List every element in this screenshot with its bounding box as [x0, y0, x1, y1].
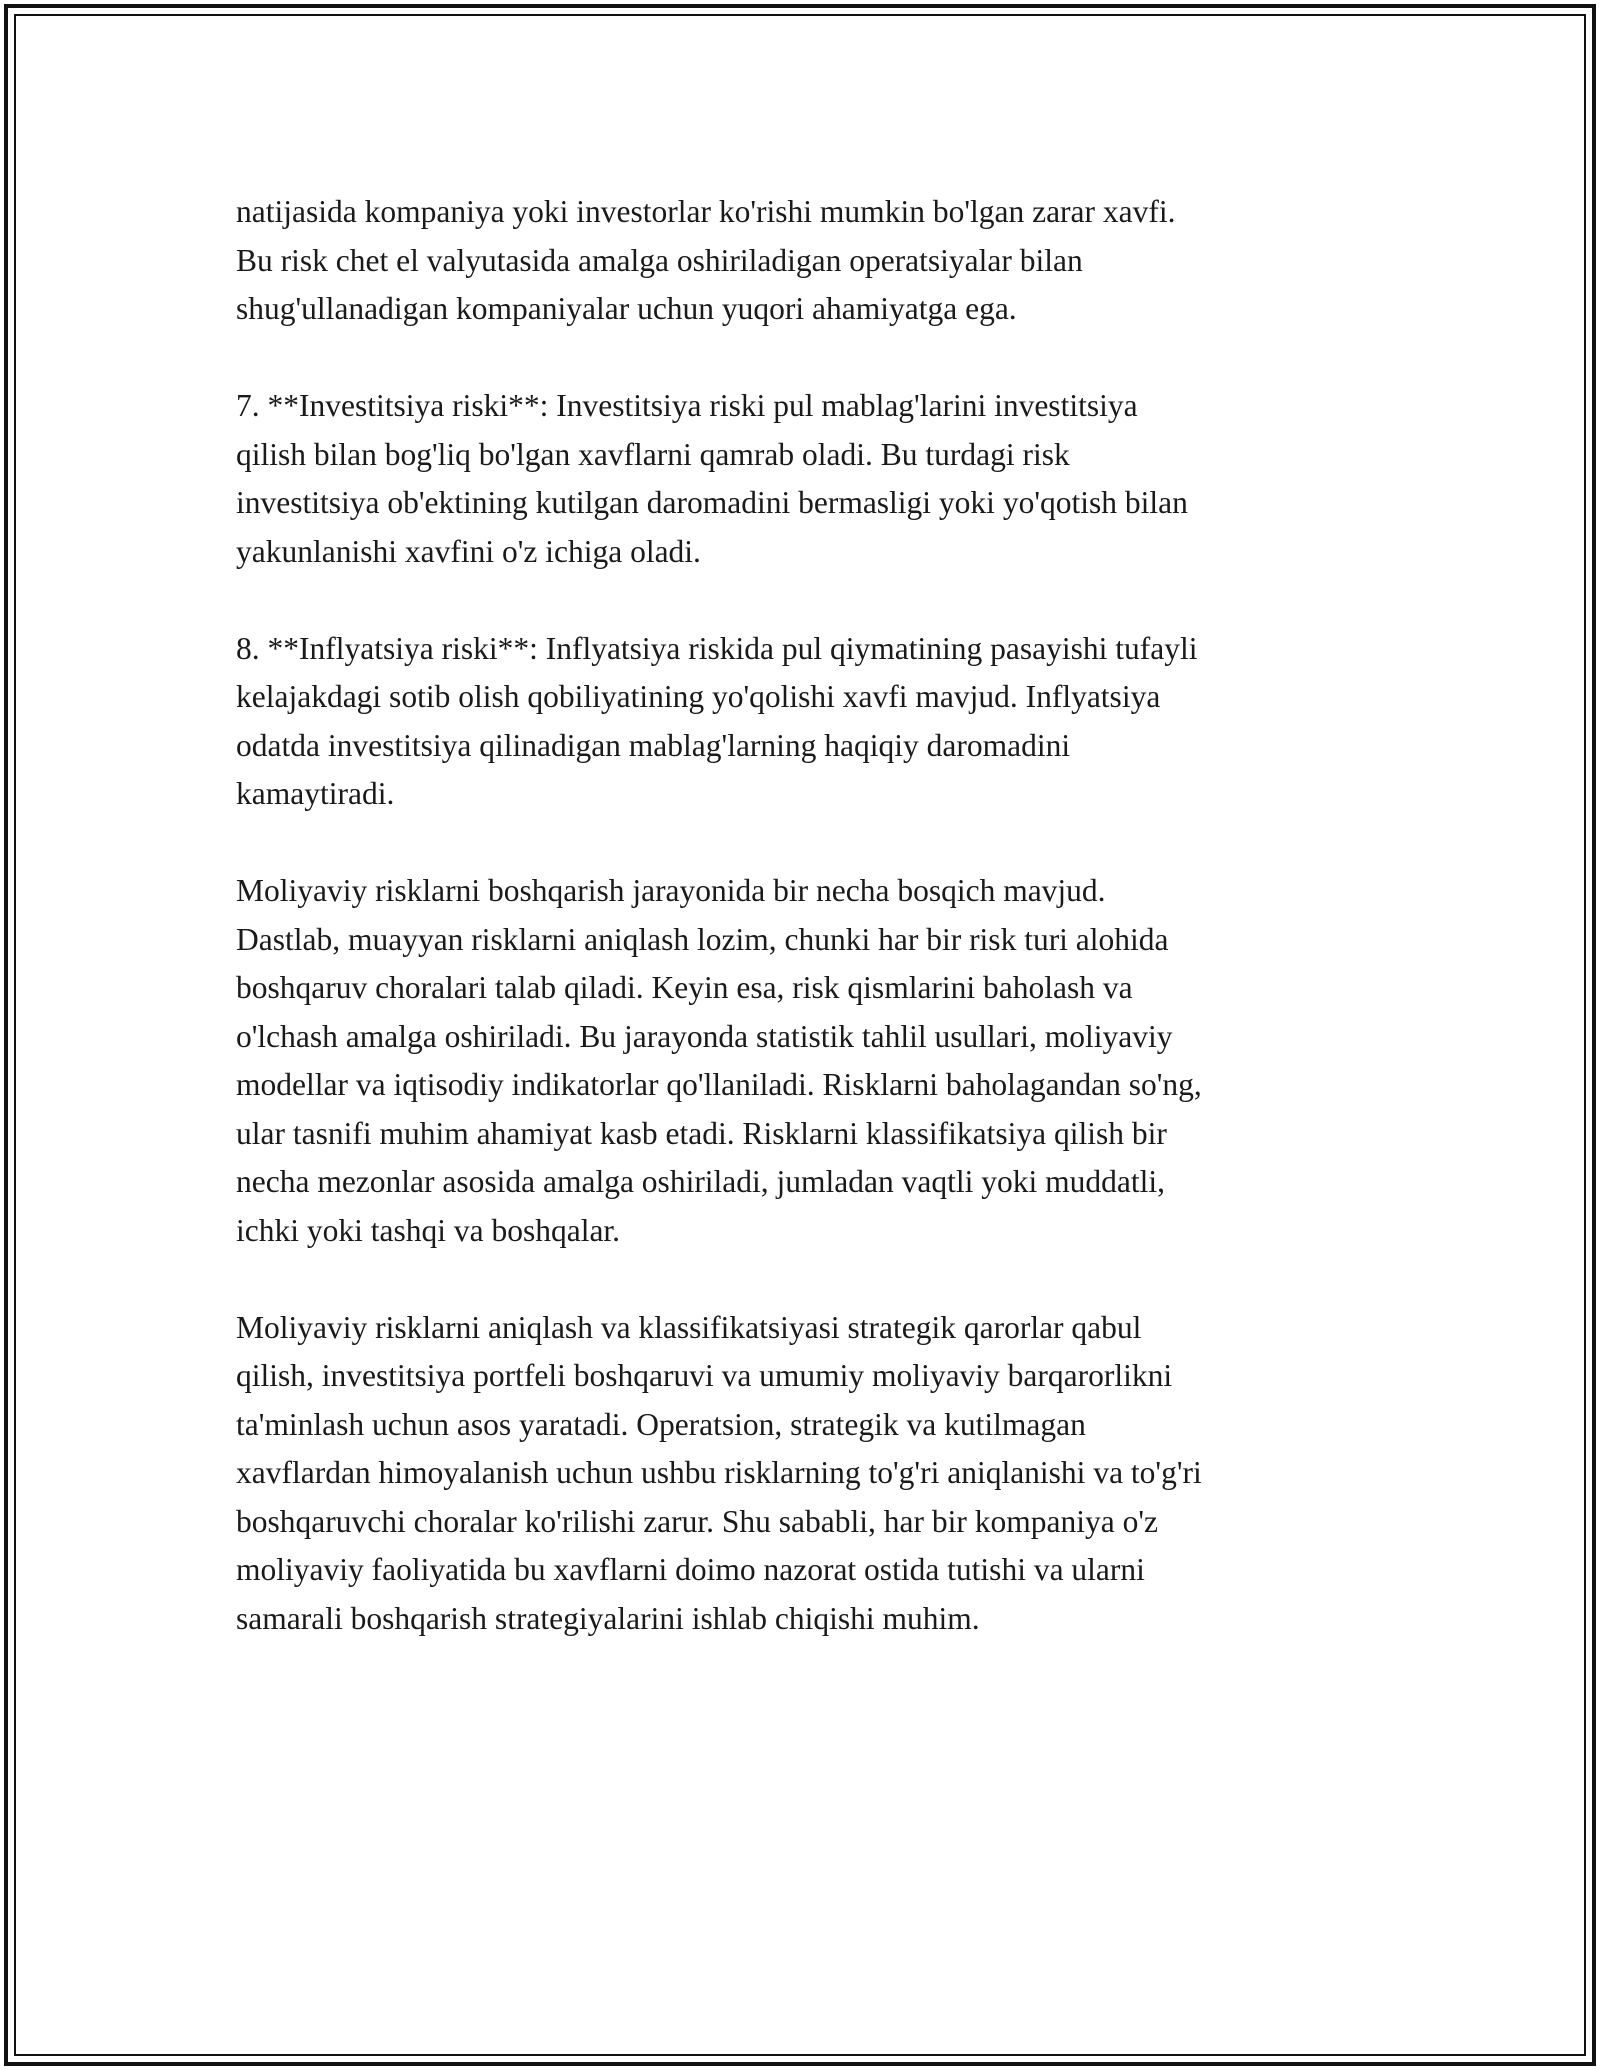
text-line: Moliyaviy risklarni boshqarish jarayonida bir necha bosqich mavjud. — [236, 873, 1106, 908]
paragraph-conclusion — [236, 1304, 1396, 1644]
text-line: boshqaruv choralari talab qiladi. Keyin esa, risk qismlarini baholash va — [236, 970, 1133, 1005]
text-line: Moliyaviy risklarni aniqlash va klassifikatsiyasi strategik qarorlar qabul — [236, 1309, 1142, 1345]
text-line: ta'minlash uchun asos yaratadi. Operatsion, strategik va kutilmagan — [236, 1406, 1086, 1442]
paragraph-inflation-risk — [236, 625, 1396, 819]
text-line: qilish bilan bog'liq bo'lgan xavflarni qamrab oladi. Bu turdagi risk — [236, 436, 1070, 472]
text-line: boshqaruvchi choralar ko'rilishi zarur. Shu sababli, har bir kompaniya o'z — [236, 1503, 1158, 1539]
text-line: qilish, investitsiya portfeli boshqaruvi va umumiy moliyaviy barqarorlikni — [236, 1358, 1173, 1393]
paragraph-currency-risk-cont — [236, 188, 1396, 334]
document-body — [236, 188, 1396, 1692]
paragraph-risk-management-process — [236, 867, 1396, 1255]
text-line: ular tasnifi muhim ahamiyat kasb etadi. Risklarni klassifikatsiya qilish bir — [236, 1115, 1167, 1151]
text-line: Bu risk chet el valyutasida amalga oshiriladigan operatsiyalar bilan — [236, 242, 1083, 278]
text-line: Dastlab, muayyan risklarni aniqlash lozim, chunki har bir risk turi alohida — [236, 921, 1169, 957]
text-line: 8. **Inflyatsiya riski**: Inflyatsiya riskida pul qiymatining pasayishi tufayli — [236, 630, 1198, 666]
text-line: kelajakdagi sotib olish qobiliyatining yo'qolishi xavfi mavjud. Inflyatsiya — [236, 679, 1161, 714]
text-line: investitsiya ob'ektining kutilgan daromadini bermasligi yoki yo'qotish bilan — [236, 485, 1188, 520]
text-line: shug'ullanadigan kompaniyalar uchun yuqori ahamiyatga ega. — [236, 291, 1017, 326]
paragraph-investment-risk — [236, 382, 1396, 576]
text-line: natijasida kompaniya yoki investorlar ko'rishi mumkin bo'lgan zarar xavfi. — [236, 194, 1176, 229]
text-line: xavflardan himoyalanish uchun ushbu risklarning to'g'ri aniqlanishi va to'g'ri — [236, 1455, 1202, 1490]
text-line: modellar va iqtisodiy indikatorlar qo'llaniladi. Risklarni baholagandan so'ng, — [236, 1067, 1202, 1102]
text-line: odatda investitsiya qilinadigan mablag'larning haqiqiy daromadini — [236, 727, 1071, 763]
text-line: ichki yoki tashqi va boshqalar. — [236, 1212, 621, 1248]
text-line: moliyaviy faoliyatida bu xavflarni doimo nazorat ostida tutishi va ularni — [236, 1552, 1145, 1587]
text-line: kamaytiradi. — [236, 776, 395, 811]
text-line: necha mezonlar asosida amalga oshiriladi, jumladan vaqtli yoki muddatli, — [236, 1164, 1165, 1199]
text-line: yakunlanishi xavfini o'z ichiga oladi. — [236, 533, 701, 569]
text-line: o'lchash amalga oshiriladi. Bu jarayonda statistik tahlil usullari, moliyaviy — [236, 1018, 1173, 1054]
text-line: 7. **Investitsiya riski**: Investitsiya riski pul mablag'larini investitsiya — [236, 388, 1138, 423]
text-line: samarali boshqarish strategiyalarini ishlab chiqishi muhim. — [236, 1600, 980, 1636]
